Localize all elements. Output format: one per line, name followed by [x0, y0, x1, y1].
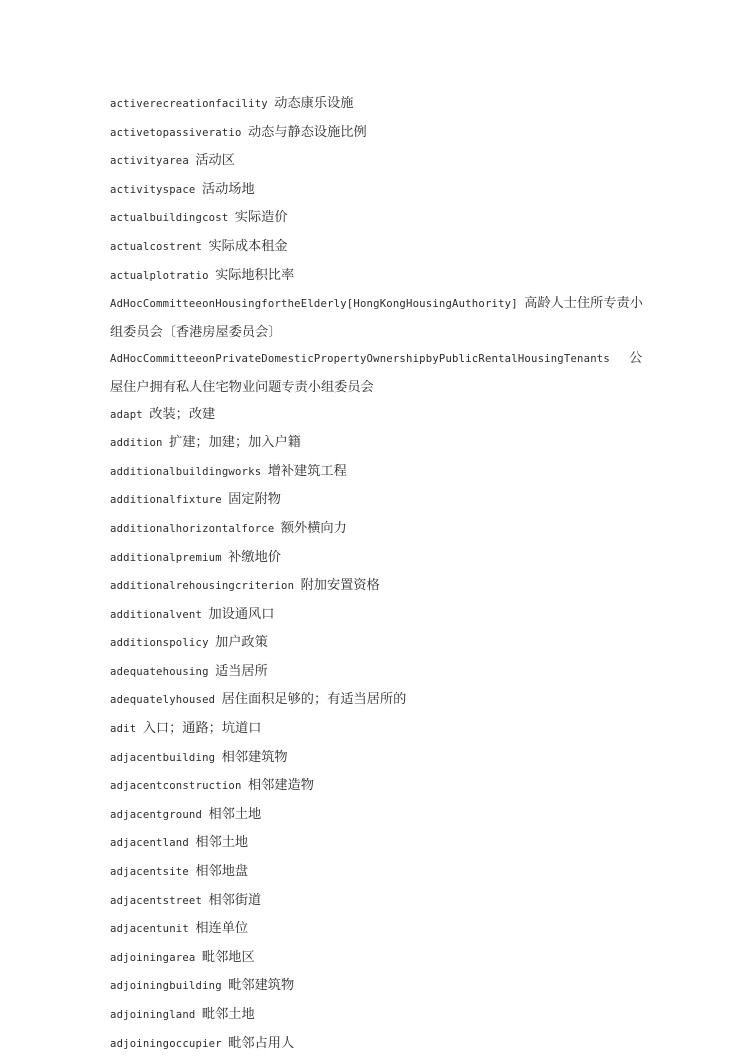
- glossary-list: [110, 89, 644, 1057]
- entry-term-en: activerecreationfacility: [110, 98, 268, 110]
- entry-term-en: adjoiningoccupier: [110, 1037, 222, 1050]
- entry-term-zh: 居住面积足够的；有适当居所的: [221, 691, 407, 707]
- entry-term-zh: 适当居所: [215, 662, 268, 678]
- entry-term-zh: 毗邻建筑物: [228, 977, 295, 993]
- entry-term-en: adjacentland: [110, 837, 189, 850]
- entry-term-zh: 改装；改建: [149, 405, 216, 421]
- entry-term-zh: 额外横向力: [280, 519, 347, 535]
- glossary-entry: [110, 485, 644, 514]
- entry-term-en: adjacentsite: [110, 866, 189, 879]
- glossary-entry: [110, 146, 644, 175]
- entry-term-en: actualplotratio: [110, 269, 209, 282]
- entry-term-en: additionalvent: [110, 608, 203, 621]
- entry-term-en: AdHocCommitteeonPrivateDomesticPropertyOwnershipbyPublicRentalHousingTenants: [110, 353, 610, 366]
- glossary-entry: [110, 600, 644, 629]
- entry-term-en: additionalfixture: [110, 494, 222, 507]
- glossary-entry: [110, 1029, 644, 1057]
- entry-term-en: adjacentstreet: [110, 894, 203, 907]
- glossary-entry: [110, 971, 644, 1000]
- entry-term-en: adequatehousing: [110, 665, 209, 678]
- glossary-entry: [110, 943, 644, 972]
- entry-term-zh: 增补建筑工程: [267, 462, 347, 478]
- entry-term-zh: 实际造价: [234, 209, 288, 225]
- glossary-entry: [110, 857, 644, 886]
- glossary-entry: [110, 800, 644, 829]
- entry-term-en: adjacentunit: [110, 923, 189, 936]
- entry-term-en: AdHocCommitteeonHousingfortheElderly[HongKongHousingAuthority]: [110, 298, 518, 311]
- entry-term-en: addition: [110, 437, 163, 450]
- glossary-entry: [110, 657, 644, 686]
- entry-term-en: adit: [110, 723, 137, 736]
- entry-term-en: additionspolicy: [110, 637, 209, 650]
- entry-term-zh: 活动区: [195, 152, 235, 168]
- entry-term-en: adapt: [110, 408, 143, 421]
- glossary-entry: [110, 828, 644, 857]
- glossary-entry: [110, 118, 644, 147]
- entry-separator: [610, 353, 629, 365]
- entry-term-zh: 毗邻占用人: [228, 1034, 295, 1050]
- entry-term-zh: 公屋住户拥有私人住宅物业问题专责小组委员会: [110, 350, 643, 394]
- entry-term-zh: 相邻街道: [208, 891, 262, 907]
- entry-term-zh: 固定附物: [228, 491, 281, 507]
- entry-term-zh: 加户政策: [215, 634, 268, 650]
- glossary-entry: [110, 89, 644, 118]
- entry-term-en: additionalrehousingcriterion: [110, 580, 295, 593]
- entry-term-zh: 附加安置资格: [300, 577, 380, 593]
- entry-term-zh: 相邻建造物: [247, 777, 314, 793]
- glossary-entry: [110, 743, 644, 772]
- glossary-entry: [110, 914, 644, 943]
- glossary-entry: [110, 203, 644, 232]
- entry-term-en: adjoiningarea: [110, 951, 196, 964]
- entry-term-en: adjacentconstruction: [110, 780, 242, 793]
- entry-term-en: adjoiningbuilding: [110, 980, 222, 993]
- glossary-entry: [110, 232, 644, 261]
- entry-term-zh: 相邻土地: [195, 834, 249, 850]
- entry-term-en: additionalbuildingworks: [110, 465, 262, 478]
- glossary-entry: [110, 457, 644, 486]
- entry-term-en: adequatelyhoused: [110, 694, 216, 707]
- entry-term-zh: 扩建；加建；加入户籍: [169, 434, 301, 450]
- entry-term-zh: 相邻地盘: [195, 863, 249, 879]
- glossary-entry: [110, 428, 644, 457]
- glossary-entry: [110, 1000, 644, 1029]
- entry-term-zh: 动态与静态设施比例: [247, 123, 367, 139]
- glossary-entry: [110, 886, 644, 915]
- entry-term-en: additionalpremium: [110, 551, 222, 564]
- entry-term-zh: 毗邻地区: [201, 948, 255, 964]
- glossary-entry: [110, 714, 644, 743]
- entry-term-zh: 相邻建筑物: [221, 748, 288, 764]
- entry-term-en: actualcostrent: [110, 240, 203, 253]
- entry-term-zh: 实际成本租金: [208, 237, 288, 253]
- glossary-entry: [110, 344, 644, 399]
- glossary-entry: [110, 543, 644, 572]
- entry-term-zh: 相连单位: [195, 920, 249, 936]
- glossary-entry: [110, 400, 644, 429]
- glossary-entry: [110, 771, 644, 800]
- glossary-entry: [110, 571, 644, 600]
- entry-term-en: activityarea: [110, 155, 189, 168]
- glossary-entry: [110, 628, 644, 657]
- glossary-entry: [110, 685, 644, 714]
- entry-term-zh: 入口；通路；坑道口: [142, 720, 262, 736]
- entry-term-zh: 相邻土地: [208, 805, 262, 821]
- entry-term-en: adjacentbuilding: [110, 751, 216, 764]
- glossary-entry: [110, 175, 644, 204]
- entry-term-zh: 实际地积比率: [215, 266, 295, 282]
- entry-term-en: activetopassiveratio: [110, 126, 242, 139]
- glossary-entry: [110, 514, 644, 543]
- entry-term-en: additionalhorizontalforce: [110, 522, 275, 535]
- entry-term-en: actualbuildingcost: [110, 212, 229, 225]
- entry-term-en: adjoiningland: [110, 1009, 196, 1021]
- entry-term-zh: 补缴地价: [228, 548, 281, 564]
- glossary-entry: [110, 289, 644, 344]
- entry-term-zh: 动态康乐设施: [274, 95, 354, 110]
- entry-term-zh: 高龄人士住所专责小组委员会〔香港房屋委员会〕: [110, 295, 643, 339]
- entry-term-zh: 加设通风口: [208, 605, 275, 621]
- entry-term-en: adjacentground: [110, 808, 203, 821]
- entry-term-zh: 活动场地: [201, 180, 255, 196]
- entry-term-zh: 毗邻土地: [201, 1006, 255, 1021]
- entry-term-en: activityspace: [110, 183, 196, 196]
- glossary-entry: [110, 261, 644, 290]
